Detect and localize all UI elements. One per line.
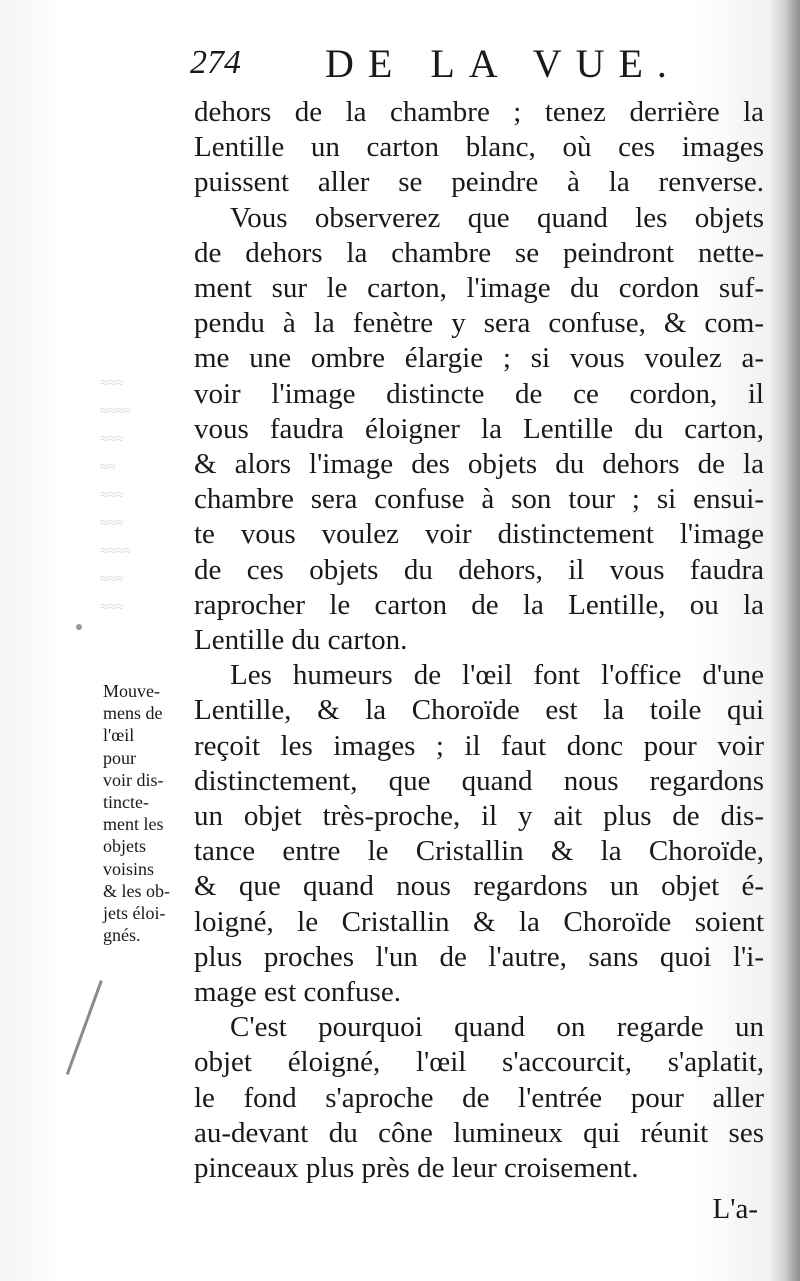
text-line: Les humeurs de l'œil font l'office d'une [230,659,764,692]
paragraph [194,201,764,659]
margin-note-line: l'œil [103,725,135,746]
body-text [194,95,764,1186]
text-line: reçoit les images ; il faut donc pour voir [194,729,764,762]
paragraph [194,658,764,1010]
bleed-through-text: ≈≈≈ ≈≈≈≈ ≈≈≈ ≈≈ ≈≈≈ ≈≈≈ ≈≈≈≈ ≈≈≈ ≈≈≈ [100,376,131,615]
margin-note-line: Mouve- [103,681,160,701]
pen-stroke-mark [66,980,103,1075]
margin-note-line: tincte- [103,792,149,813]
paragraph [194,1010,764,1186]
margin-note-line: voisins [103,858,155,879]
margin-note-line: objets [103,836,146,857]
text-line: distinctement, que quand nous regardons [194,764,764,797]
text-line: C'est pourquoi quand on regarde un [230,1011,764,1044]
margin-note [103,680,195,946]
text-line: ment sur le carton, l'image du cordon suf- [194,272,764,305]
text-line: vous faudra éloigner la Lentille du carton, [194,412,764,445]
text-line: Lentille un carton blanc, où ces images [194,131,764,164]
catchword: L'a- [712,1193,758,1225]
text-line: me une ombre élargie ; si vous voulez a- [194,342,764,375]
text-line: Lentille du carton. [194,624,408,657]
page-number: 274 [190,44,241,81]
text-line: loigné, le Cristallin & la Choroïde soient [194,905,764,938]
text-line: un objet très-proche, il y ait plus de dis- [194,800,764,833]
margin-note-line: jets éloi- [103,903,166,924]
page-header [190,38,750,98]
margin-note-line: & les ob- [103,880,170,901]
ink-spot [76,624,82,630]
text-line: objet éloigné, l'œil s'accourcit, s'aplatit, [194,1046,764,1079]
text-line: te vous voulez voir distinctement l'image [194,518,764,551]
text-line: chambre sera confuse à son tour ; si ensui- [194,483,764,516]
text-line: plus proches l'un de l'autre, sans quoi l'i- [194,940,764,973]
text-line: & alors l'image des objets du dehors de la [194,448,764,481]
text-line: puissent aller se peindre à la renverse. [194,166,764,199]
margin-note-line: pour [103,747,136,768]
text-line: Lentille, & la Choroïde est la toile qui [194,694,764,727]
text-line: tance entre le Cristallin & la Choroïde, [194,835,764,868]
text-line: le fond s'aproche de l'entrée pour aller [194,1081,764,1114]
text-line: raprocher le carton de la Lentille, ou la [194,588,764,621]
text-line: de dehors la chambre se peindront nette- [194,236,764,269]
margin-note-line: gnés. [103,925,141,946]
page-gutter-shadow [770,0,800,1281]
text-line: mage est confuse. [194,976,401,1009]
margin-note-line: mens de [103,703,163,724]
margin-note-line: ment les [103,814,164,835]
paragraph [194,95,764,201]
text-line: pinceaux plus près de leur croisement. [194,1152,639,1185]
text-line: pendu à la fenètre y sera confuse, & com- [194,307,764,340]
text-line: & que quand nous regardons un objet é- [194,870,764,903]
text-line: Vous observerez que quand les objets [230,201,764,234]
margin-note-line: voir dis- [103,769,164,790]
text-line: de ces objets du dehors, il vous faudra [194,553,764,586]
text-line: dehors de la chambre ; tenez derrière la [194,96,764,128]
text-line: voir l'image distincte de ce cordon, il [194,377,764,410]
running-title: DE LA VUE. [325,41,681,86]
text-line: au-devant du cône lumineux qui réunit ses [194,1116,764,1149]
